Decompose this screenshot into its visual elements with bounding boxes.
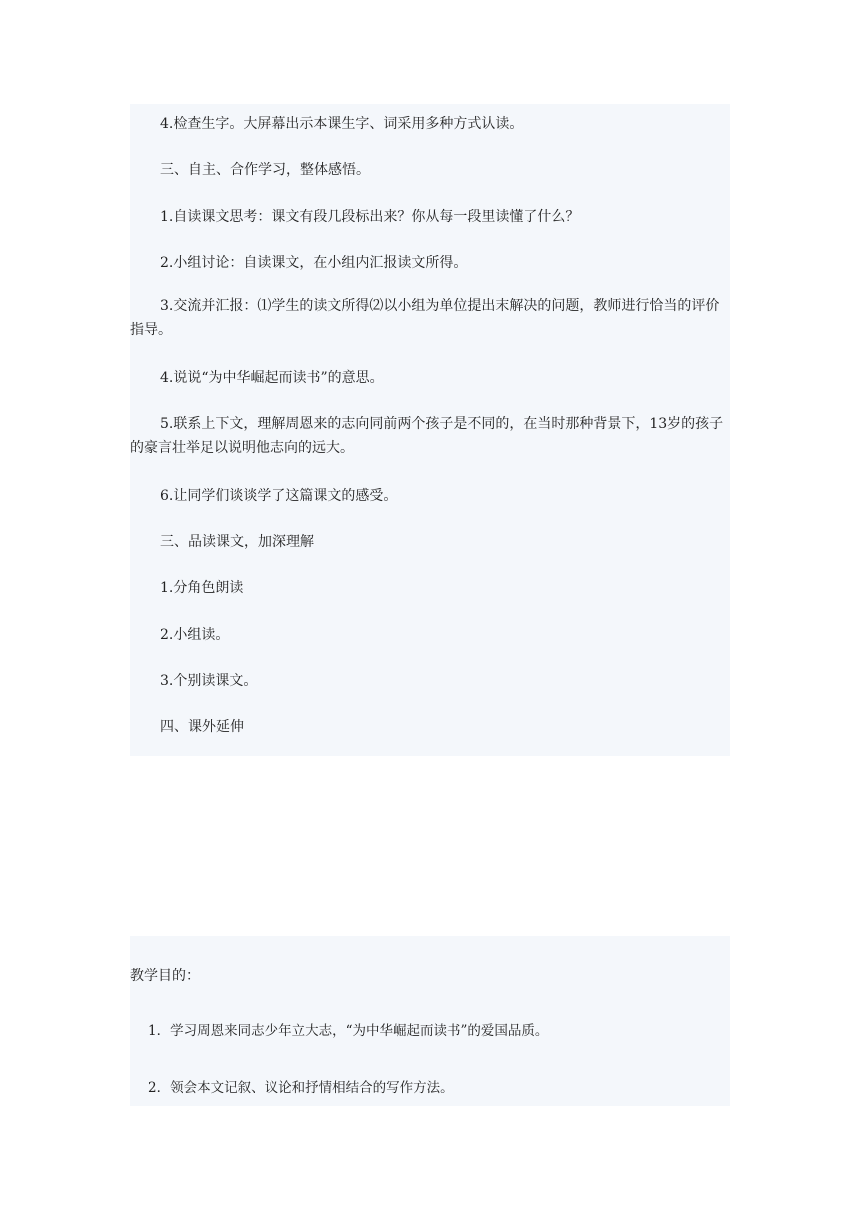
section-heading: 三、品读课文，加深理解 — [160, 534, 314, 550]
paragraph: 5.联系上下文，理解周恩来的志向同前两个孩子是不同的，在当时那种背景下，13岁的孩子的豪言壮举足以说明他志向的远大。 — [130, 416, 724, 456]
paragraph: 2.小组读。 — [160, 627, 230, 643]
goal-item: 1．学习周恩来同志少年立大志，“为中华崛起而读书”的爱国品质。 — [148, 1023, 549, 1039]
goals-heading: 教学目的： — [130, 968, 200, 984]
lesson-steps-section — [130, 104, 730, 756]
paragraph: 4.说说“为中华崛起而读书”的意思。 — [160, 370, 384, 386]
paragraph: 2.小组讨论：自读课文，在小组内汇报读文所得。 — [160, 255, 468, 271]
section-heading: 四、课外延伸 — [160, 719, 244, 735]
paragraph: 3.个别读课文。 — [160, 673, 258, 689]
paragraph: 6.让同学们谈谈学了这篇课文的感受。 — [160, 488, 398, 504]
section-heading: 三、自主、合作学习，整体感悟。 — [160, 162, 370, 178]
goal-item: 2．领会本文记叙、议论和抒情相结合的写作方法。 — [148, 1080, 454, 1096]
paragraph: 1.自读课文思考：课文有段几段标出来？你从每一段里读懂了什么？ — [160, 209, 580, 225]
paragraph: 4.检查生字。大屏幕出示本课生字、词采用多种方式认读。 — [160, 116, 524, 132]
paragraph: 3.交流并汇报：⑴学生的读文所得⑵以小组为单位提出末解决的问题，教师进行恰当的评价指导。 — [130, 298, 720, 338]
teaching-goals-section — [130, 936, 730, 1106]
paragraph: 1.分角色朗读 — [160, 580, 244, 596]
